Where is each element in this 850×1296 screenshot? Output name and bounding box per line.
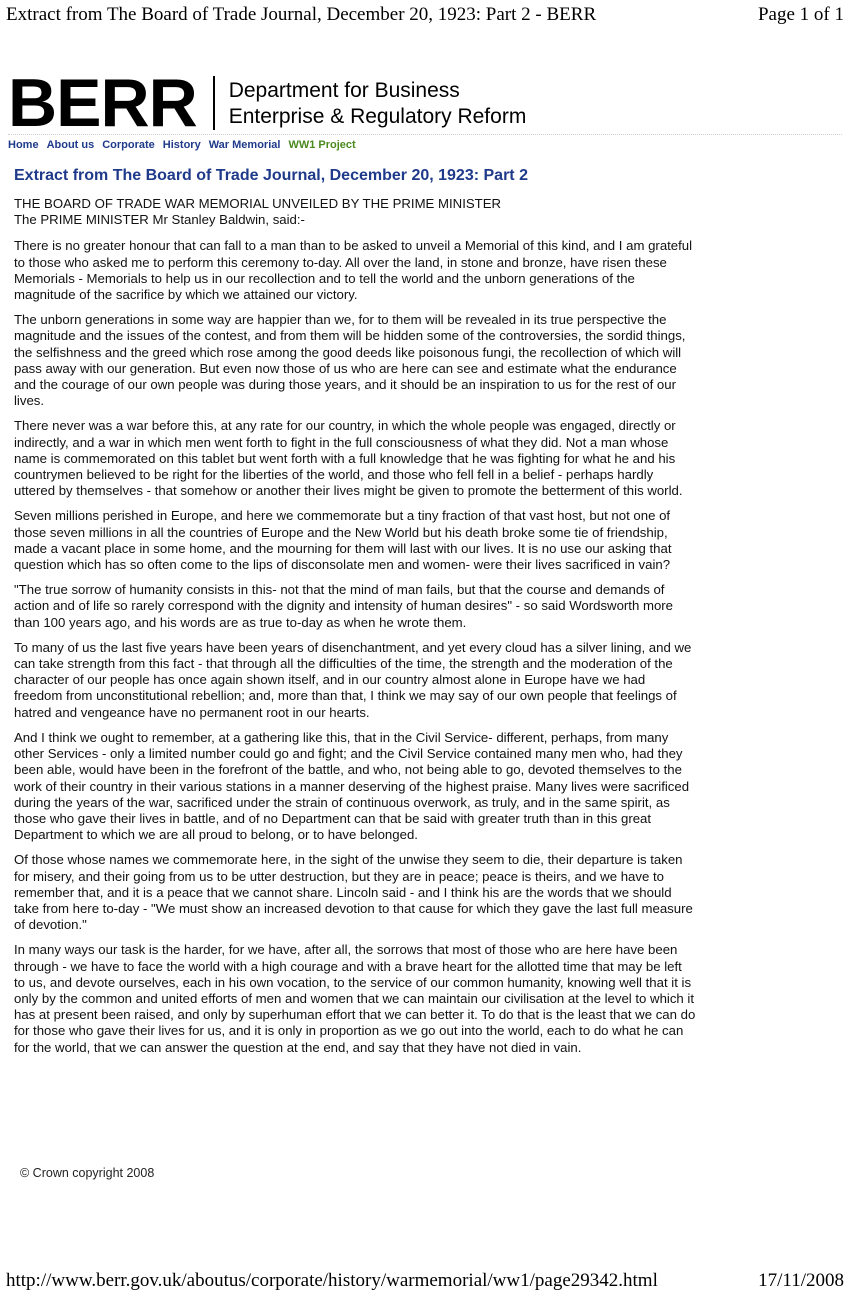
paragraph: "The true sorrow of humanity consists in this- not that the mind of man fails, but that the course and demands of action and of life so rarely correspond with the dignity and intensity of human desires" - so said Wordsworth more than 100 years ago, and his words are as true to-day as when he wrote them. bbox=[14, 582, 674, 630]
paragraph: The unborn generations in some way are happier than we, for to them will be revealed in its true perspective the magnitude and the issues of the contest, and from them will be hidden some of the controversies, the sordid things, the selfishness and the greed which rose among the good deeds like poisonous fungi, the recollection of which will pass away with our generation. But even now those of us who are here can see and estimate what the endurance and the courage of our own people was during those years, and it should be an inspiration to us for the rest of our lives. bbox=[14, 312, 686, 409]
department-name bbox=[229, 74, 527, 130]
nav-war-memorial[interactable]: War Memorial bbox=[208, 139, 281, 151]
berr-logo[interactable]: BERR bbox=[8, 65, 197, 141]
nav-home[interactable]: Home bbox=[8, 139, 39, 151]
paragraph: And I think we ought to remember, at a gathering like this, that in the Civil Service- different, perhaps, from many other Services - only a limited number could go and fight; and the Civil Service contained many men who, had they been able, would have been in the forefront of the battle, and who, not being able to go, devoted themselves to the work of their country in their various stations in a manner deserving of the highest praise. Many lives were sacrificed during the years of the war, sacrificed under the strain of continuous overwork, as truly, and in the same spirit, as those who gave their lives in battle, and of no Department can that be said with greater truth than in this great Department to which we are all proud to belong, or to have belonged. bbox=[14, 729, 690, 843]
paragraph: To many of us the last five years have been years of disenchantment, and yet every cloud has a silver lining, and we can take strength from this fact - that through all the difficulties of the time, the strength and the moderation of the character of our people has once again shown itself, and in our country almost alone in Europe have we had freedom from unconstitutional rebellion; and, more than that, I think we may say of our own people that feelings of hatred and vengeance have no permanent root in our hearts. bbox=[14, 639, 692, 720]
paragraph: Seven millions perished in Europe, and here we commemorate but a tiny fraction of that vast host, but not one of those seven millions in all the countries of Europe and the New World but his death broke some tie of friendship, made a vacant place in some home, and the mourning for them will last with our lives. It is no use our asking that question which has so often come to the lips of disconsolate men and women- were their lives sacrificed in vain? bbox=[14, 508, 672, 573]
paragraph: Of those whose names we commemorate here, in the sight of the unwise they seem to die, their departure is taken for misery, and their going from us to be utter destruction, but they are in peace; peace is theirs, and we have to remember that, and it is a peace that we cannot share. Lincoln said - and I think his are the words that we should take from here to-day - "We must show an increased devotion to that cause for which they gave the last full measure of devotion." bbox=[14, 852, 693, 933]
paragraph: There never was a war before this, at any rate for our country, in which the whole people was engaged, directly or indirectly, and a war in which men went forth to fight in the full consciousness of what they did. Not a man whose name is commemorated on this tablet but went forth with a full knowledge that he was fighting for what he and his countrymen believed to be right for the liberties of the world, and those who fell fell in a belief - perhaps hardly uttered by themselves - that somehow or another their lives might be given to promote the betterment of this world. bbox=[14, 418, 683, 499]
main-nav bbox=[8, 139, 356, 151]
copyright-notice: © Crown copyright 2008 bbox=[20, 1166, 155, 1180]
article bbox=[14, 166, 696, 1065]
paragraph: In many ways our task is the harder, for we have, after all, the sorrows that most of those who are here have been through - we have to face the world with a high courage and with a brave heart for the allotted time that may be left to us, and devote ourselves, each in his own vocation, to the service of our common humanity, knowing well that it is only by the common and united efforts of men and women that we can maintain our civilisation at the level to which it has at present been raised, and only by superhuman effort that we can better it. To do that is the least that we can do for those who gave their lives for us, and it is only in proportion as we go out into the world, each to do what he can for the world, that we can answer the question at the end, and say that they have not died in vain. bbox=[14, 942, 696, 1055]
nav-about-us[interactable]: About us bbox=[46, 139, 95, 151]
print-page-number: Page 1 of 1 bbox=[757, 4, 844, 25]
nav-history[interactable]: History bbox=[162, 139, 201, 151]
logo-divider bbox=[213, 76, 215, 130]
paragraph: There is no greater honour that can fall to a man than to be asked to unveil a Memorial of this kind, and I am grateful to those who asked me to perform this ceremony to-day. All over the land, in stone and bronze, have risen these Memorials - Memorials to help us in our recollection and to tell the world and the unborn generations of the magnitude of the sacrifice by which we attained our victory. bbox=[14, 238, 693, 303]
print-footer-url: http://www.berr.gov.uk/aboutus/corporate/history/warmemorial/ww1/page29342.html bbox=[6, 1270, 658, 1291]
department-name-line2: Enterprise & Regulatory Reform bbox=[228, 105, 527, 128]
intro-heading: THE BOARD OF TRADE WAR MEMORIAL UNVEILED BY THE PRIME MINISTER bbox=[14, 196, 502, 211]
department-name-line1: Department for Business bbox=[228, 79, 460, 102]
nav-corporate[interactable]: Corporate bbox=[102, 139, 155, 151]
print-header-title: Extract from The Board of Trade Journal, December 20, 1923: Part 2 - BERR bbox=[6, 4, 597, 25]
print-header bbox=[6, 4, 844, 26]
page-title: Extract from The Board of Trade Journal, December 20, 1923: Part 2 bbox=[14, 167, 528, 184]
print-footer-date: 17/11/2008 bbox=[758, 1270, 844, 1291]
nav-ww1-project[interactable]: WW1 Project bbox=[288, 139, 356, 151]
article-intro bbox=[14, 196, 696, 228]
site-header bbox=[8, 65, 842, 141]
intro-speaker: The PRIME MINISTER Mr Stanley Baldwin, said:- bbox=[14, 212, 305, 228]
print-footer bbox=[6, 1270, 844, 1292]
